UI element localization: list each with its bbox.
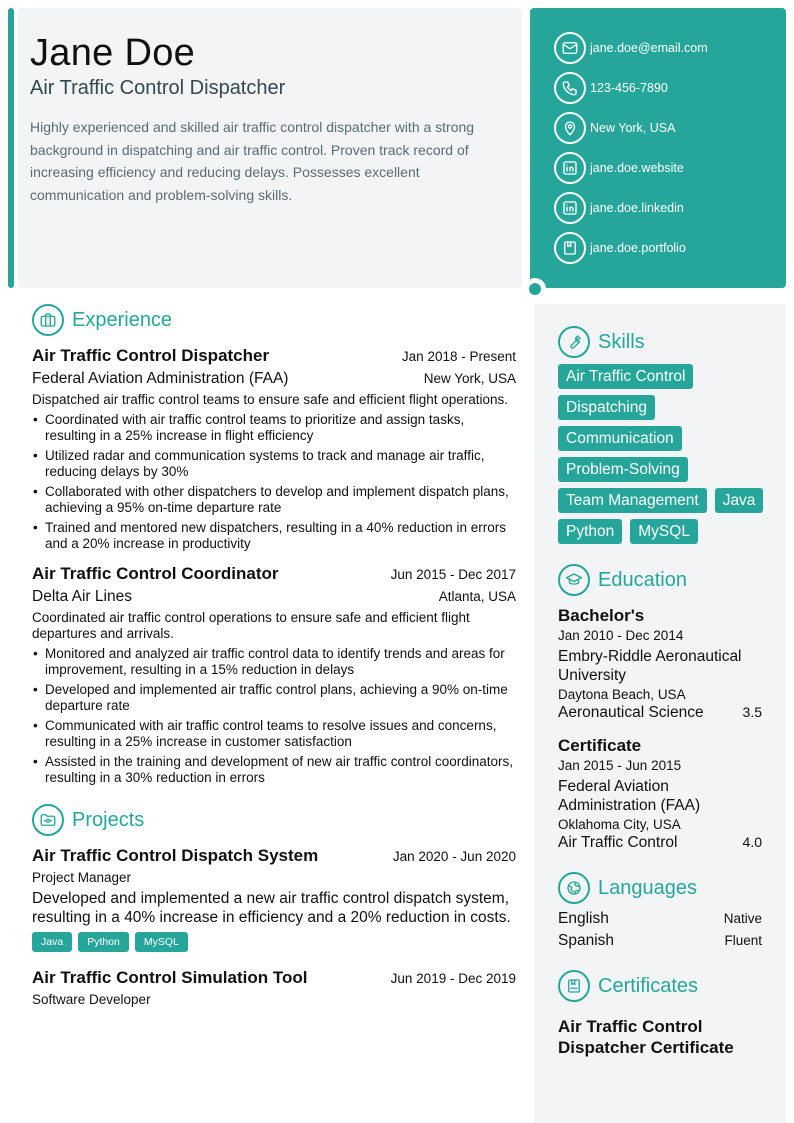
section-title: Education (598, 568, 687, 591)
experience-item (32, 346, 516, 552)
project-role: Software Developer (32, 992, 151, 1007)
summary: Highly experienced and skilled air traffic control dispatcher with a strong background in dispatching and air traffic control. Proven track record of increasing efficiency and reducing delays. Possesses excellent communication and problem-solving skills. (30, 119, 475, 203)
bullet: • Collaborated with other dispatchers to develop and implement dispatch plans, achieving a 95% on-time departure rate (32, 484, 516, 516)
contact-email[interactable] (554, 32, 786, 64)
email-icon (554, 32, 586, 64)
project-date: Jun 2019 - Dec 2019 (390, 971, 516, 986)
briefcase-icon (32, 304, 64, 336)
bullet: • Utilized radar and communication systems to track and manage air traffic, reducing delays by 30% (32, 448, 516, 480)
wrench-icon (558, 326, 590, 358)
education-item (558, 736, 762, 852)
edu-school: Embry-Riddle Aeronautical University (558, 648, 742, 684)
language-name: English (558, 910, 609, 927)
project-date: Jan 2020 - Jun 2020 (392, 849, 516, 864)
contact-text: New York, USA (590, 121, 676, 135)
edu-gpa: 4.0 (742, 834, 762, 850)
job-company: Federal Aviation Administration (FAA) (32, 370, 289, 387)
tech-tag: Python (78, 932, 129, 952)
contact-location (554, 112, 786, 144)
accent-bar (8, 8, 14, 288)
globe-icon (558, 872, 590, 904)
education-heading (558, 564, 762, 596)
certificate-item: Air Traffic Control Dispatcher Certificate (558, 1017, 734, 1057)
section-title: Certificates (598, 974, 699, 997)
job-bullets (32, 646, 516, 786)
edu-location: Oklahoma City, USA (558, 817, 681, 832)
language-level: Native (723, 911, 762, 926)
project-description: Developed and implemented a new air traffic control dispatch system, resulting in a 40% increase in efficiency and a 20% reduction in costs. (32, 890, 511, 926)
contact-website[interactable] (554, 152, 786, 184)
language-item (558, 910, 762, 928)
main-column (32, 304, 516, 1007)
section-title: Experience (72, 308, 173, 331)
languages-list (558, 910, 762, 950)
folder-icon (32, 804, 64, 836)
job-date: Jun 2015 - Dec 2017 (390, 567, 516, 582)
tech-tag: MySQL (135, 932, 188, 952)
edu-field: Air Traffic Control (558, 834, 678, 851)
edu-date: Jan 2010 - Dec 2014 (558, 628, 684, 643)
experience-item (32, 564, 516, 786)
contact-text: jane.doe.portfolio (590, 241, 686, 255)
linkedin-icon (554, 152, 586, 184)
section-title: Projects (72, 808, 145, 831)
edu-degree: Bachelor's (558, 606, 645, 625)
portfolio-icon (554, 232, 586, 264)
graduation-cap-icon (558, 564, 590, 596)
skill-tag: MySQL (630, 519, 698, 544)
language-item (558, 932, 762, 950)
project-item (32, 846, 516, 952)
bullet: • Coordinated with air traffic control teams to prioritize and assign tasks, resulting in a 25% increase in flight efficiency (32, 412, 516, 444)
certificate-icon (558, 970, 590, 1002)
skill-tag: Dispatching (558, 395, 655, 420)
contact-phone[interactable] (554, 72, 786, 104)
job-location: New York, USA (423, 371, 516, 386)
job-bullets (32, 412, 516, 552)
timeline-dot (524, 278, 546, 300)
job-description: Coordinated air traffic control operations to ensure safe and efficient flight departures and arrivals. (32, 610, 470, 641)
skills-list (558, 364, 768, 544)
bullet: • Monitored and analyzed air traffic control data to identify trends and areas for improvement, resulting in a 15% reduction in delays (32, 646, 516, 678)
projects-heading (32, 804, 516, 836)
skill-tag: Air Traffic Control (558, 364, 693, 389)
section-title: Languages (598, 876, 697, 899)
edu-location: Daytona Beach, USA (558, 687, 686, 702)
contact-text: jane.doe.website (590, 161, 684, 175)
sidebar (534, 304, 786, 1123)
skill-tag: Java (715, 488, 764, 513)
contact-text: jane.doe.linkedin (590, 201, 684, 215)
language-name: Spanish (558, 932, 615, 949)
edu-field: Aeronautical Science (558, 704, 704, 721)
candidate-role: Air Traffic Control Dispatcher (30, 77, 286, 99)
skills-heading (558, 326, 762, 358)
skill-tag: Python (558, 519, 622, 544)
contact-text: 123-456-7890 (590, 81, 668, 95)
edu-degree: Certificate (558, 736, 642, 755)
skill-tag: Communication (558, 426, 682, 451)
project-item (32, 968, 516, 1007)
project-title: Air Traffic Control Dispatch System (32, 846, 319, 865)
project-title: Air Traffic Control Simulation Tool (32, 968, 308, 987)
contact-text: jane.doe@email.com (590, 41, 708, 55)
language-level: Fluent (724, 933, 762, 948)
job-title: Air Traffic Control Dispatcher (32, 346, 270, 365)
header-panel (18, 8, 522, 288)
skill-tag: Problem-Solving (558, 457, 688, 482)
edu-school: Federal Aviation Administration (FAA) (558, 778, 701, 814)
job-date: Jan 2018 - Present (401, 349, 516, 364)
project-tags (32, 932, 516, 952)
job-description: Dispatched air traffic control teams to ensure safe and efficient flight operations. (32, 392, 509, 407)
edu-gpa: 3.5 (742, 704, 762, 720)
certificates-heading (558, 970, 762, 1002)
contact-portfolio[interactable] (554, 232, 786, 264)
edu-date: Jan 2015 - Jun 2015 (558, 758, 682, 773)
job-company: Delta Air Lines (32, 588, 132, 605)
linkedin-icon (554, 192, 586, 224)
education-item (558, 606, 762, 722)
location-icon (554, 112, 586, 144)
experience-heading (32, 304, 516, 336)
contact-linkedin[interactable] (554, 192, 786, 224)
bullet: • Developed and implemented air traffic control plans, achieving a 90% on-time departure rate (32, 682, 516, 714)
bullet: • Communicated with air traffic control teams to resolve issues and concerns, resulting in a 25% increase in customer satisfaction (32, 718, 516, 750)
section-title: Skills (598, 330, 645, 353)
job-title: Air Traffic Control Coordinator (32, 564, 279, 583)
bullet: • Trained and mentored new dispatchers, resulting in a 40% reduction in errors and a 20% increase in productivity (32, 520, 516, 552)
project-role: Project Manager (32, 870, 132, 885)
contact-panel (530, 8, 786, 288)
tech-tag: Java (32, 932, 72, 952)
skill-tag: Team Management (558, 488, 707, 513)
phone-icon (554, 72, 586, 104)
job-location: Atlanta, USA (438, 589, 516, 604)
bullet: • Assisted in the training and development of new air traffic control coordinators, resulting in a 30% reduction in errors (32, 754, 516, 786)
languages-heading (558, 872, 762, 904)
candidate-name: Jane Doe (30, 32, 196, 74)
